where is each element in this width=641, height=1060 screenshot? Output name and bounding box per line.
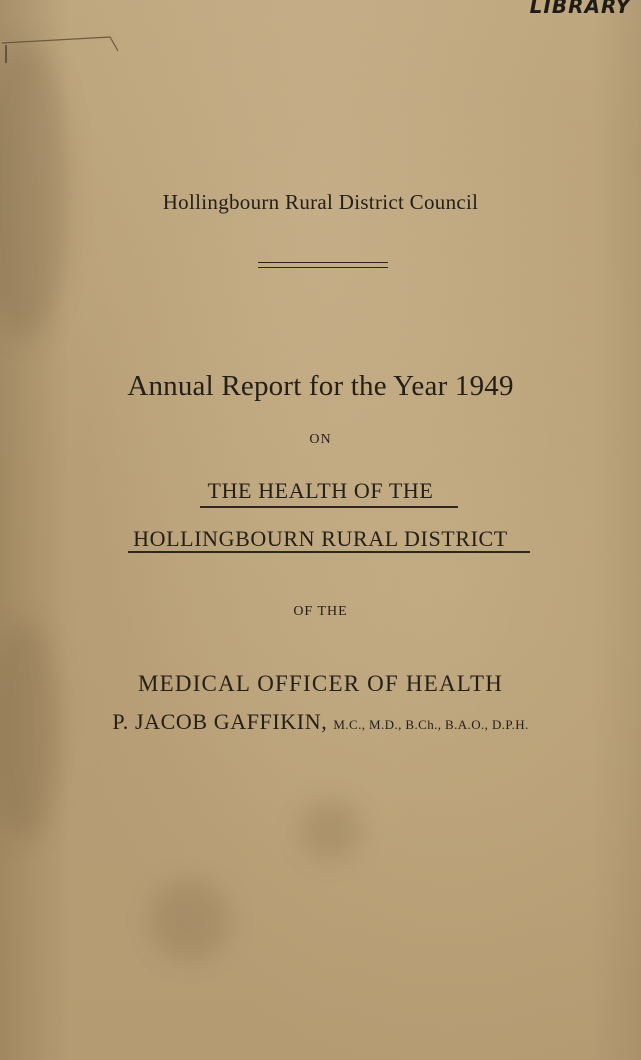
paper-stain [300, 800, 360, 860]
council-name: Hollingbourn Rural District Council [162, 190, 479, 214]
library-stamp: LIBRARY [529, 0, 631, 18]
author-line [0, 709, 641, 735]
subject-underline-2 [128, 551, 530, 553]
of-the-label: OF THE [293, 604, 348, 619]
report-title: Annual Report for the Year 1949 [127, 370, 514, 402]
subject-line-2: HOLLINGBOURN RURAL DISTRICT [133, 526, 508, 551]
subject-underline-1 [200, 506, 458, 508]
author-name: P. JACOB GAFFIKIN, [112, 709, 328, 734]
subject-line-1: THE HEALTH OF THE [207, 478, 434, 503]
corner-tear-mark [0, 33, 120, 63]
author-qualifications: M.C., M.D., B.Ch., B.A.O., D.P.H. [333, 717, 529, 732]
officer-title: MEDICAL OFFICER OF HEALTH [137, 671, 504, 696]
paper-stain [150, 880, 230, 960]
double-rule-divider [258, 262, 388, 268]
on-label: ON [309, 432, 332, 447]
